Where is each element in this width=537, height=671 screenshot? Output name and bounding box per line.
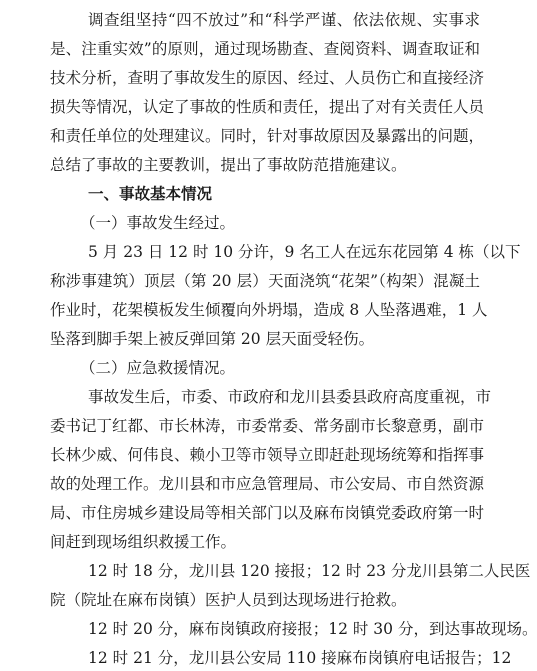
paragraph-process-line-2: 称涉事建筑）顶层（第 20 层）天面浇筑“花架”（构架）混凝土 bbox=[50, 272, 480, 290]
paragraph-rescue-line-4: 故的处理工作。龙川县和市应急管理局、市公安局、市自然资源 bbox=[50, 475, 485, 493]
paragraph-intro-line-5: 和责任单位的处理建议。同时，针对事故原因及暴露出的问题， bbox=[50, 127, 485, 145]
paragraph-rescue-line-2: 委书记丁红都、市长林涛，市委常委、常务副市长黎意勇，副市 bbox=[50, 417, 485, 435]
paragraph-process-line-1: 5 月 23 日 12 时 10 分许，9 名工人在远东花园第 4 栋（以下 bbox=[88, 243, 521, 261]
paragraph-intro-line-4: 损失等情况，认定了事故的性质和责任，提出了对有关责任人员 bbox=[50, 98, 485, 116]
paragraph-intro-line-3: 技术分析，查明了事故发生的原因、经过、人员伤亡和直接经济 bbox=[50, 69, 485, 87]
subsection-heading-emergency-rescue: （二）应急救援情况。 bbox=[80, 359, 236, 377]
paragraph-intro-line-1: 调查组坚持“四不放过”和“科学严谨、依法依规、实事求 bbox=[88, 11, 480, 29]
paragraph-rescue-line-6: 间赶到现场组织救援工作。 bbox=[50, 533, 237, 551]
paragraph-120-report-line-1: 12 时 18 分，龙川县 120 接报；12 时 23 分龙川县第二人民医 bbox=[88, 562, 531, 580]
paragraph-intro-line-6: 总结了事故的主要教训，提出了事故防范措施建议。 bbox=[50, 156, 407, 174]
paragraph-rescue-line-5: 局、市住房城乡建设局等相关部门以及麻布岗镇党委政府第一时 bbox=[50, 504, 485, 522]
paragraph-process-line-4: 坠落到脚手架上被反弹回第 20 层天面受轻伤。 bbox=[50, 330, 375, 348]
paragraph-rescue-line-1: 事故发生后，市委、市政府和龙川县委县政府高度重视，市 bbox=[88, 388, 492, 406]
paragraph-110-report: 12 时 21 分，龙川县公安局 110 接麻布岗镇府电话报告；12 bbox=[88, 649, 512, 667]
paragraph-town-report: 12 时 20 分，麻布岗镇政府接报；12 时 30 分，到达事故现场。 bbox=[88, 620, 537, 638]
section-heading-basic-situation: 一、事故基本情况 bbox=[88, 185, 213, 203]
paragraph-intro-line-2: 是、注重实效”的原则，通过现场勘查、查阅资料、调查取证和 bbox=[50, 40, 480, 58]
paragraph-120-report-line-2: 院（院址在麻布岗镇）医护人员到达现场进行抢救。 bbox=[50, 591, 407, 609]
paragraph-rescue-line-3: 长林少威、何伟良、赖小卫等市领导立即赶赴现场统筹和指挥事 bbox=[50, 446, 485, 464]
paragraph-process-line-3: 作业时，花架模板发生倾覆向外坍塌，造成 8 人坠落遇难，1 人 bbox=[50, 301, 488, 319]
subsection-heading-accident-process: （一）事故发生经过。 bbox=[80, 214, 236, 232]
